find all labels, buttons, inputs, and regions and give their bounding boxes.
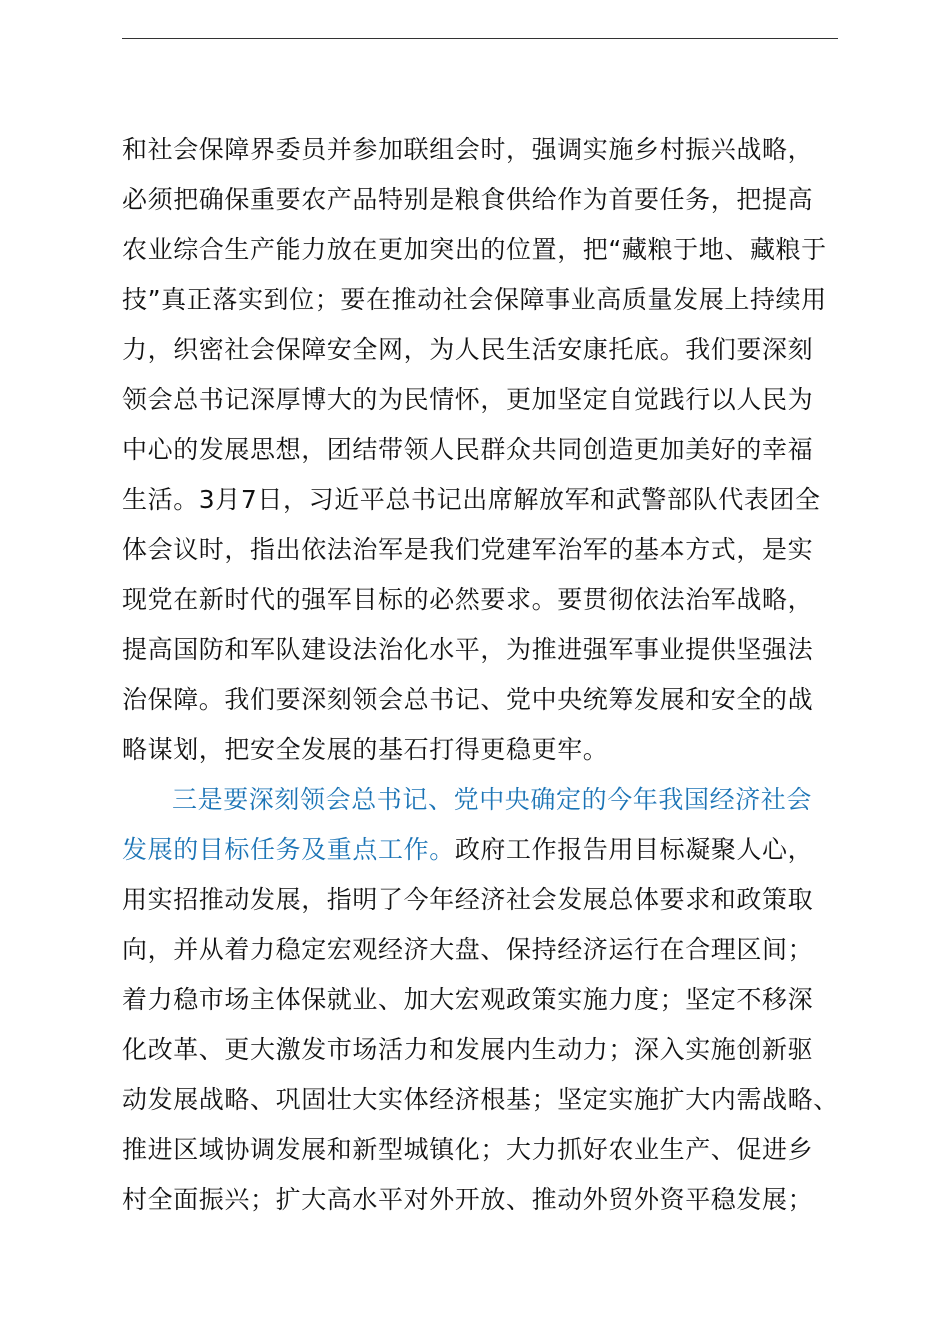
body-line: 着力稳市场主体保就业、加大宏观政策实施力度；坚定不移深 <box>122 985 814 1014</box>
body-line: 领会总书记深厚博大的为民情怀，更加坚定自觉践行以人民为 <box>122 385 814 414</box>
section-heading-continuation <box>122 835 813 865</box>
body-line: 推进区域协调发展和新型城镇化；大力抓好农业生产、促进乡 <box>122 1135 814 1164</box>
body-line: 农业综合生产能力放在更加突出的位置，把“藏粮于地、藏粮于 <box>122 235 827 264</box>
body-line: 现党在新时代的强军目标的必然要求。要贯彻依法治军战略， <box>122 585 814 614</box>
body-line: 提高国防和军队建设法治化水平，为推进强军事业提供坚强法 <box>122 635 814 664</box>
body-line: 必须把确保重要农产品特别是粮食供给作为首要任务，把提高 <box>122 185 814 214</box>
body-line: 技”真正落实到位；要在推动社会保障事业高质量发展上持续用 <box>122 285 827 314</box>
body-line: 力，织密社会保障安全网，为人民生活安康托底。我们要深刻 <box>122 335 814 364</box>
body-line: 生活。3月7日，习近平总书记出席解放军和武警部队代表团全 <box>122 485 821 514</box>
section-heading-line: 三是要深刻领会总书记、党中央确定的今年我国经济社会 <box>172 785 813 814</box>
header-rule <box>122 38 838 39</box>
body-line: 中心的发展思想，团结带领人民群众共同创造更加美好的幸福 <box>122 435 814 464</box>
body-line: 略谋划，把安全发展的基石打得更稳更牢。 <box>122 735 609 764</box>
body-line: 体会议时，指出依法治军是我们党建军治军的基本方式，是实 <box>122 535 814 564</box>
body-line: 动发展战略、巩固壮大实体经济根基；坚定实施扩大内需战略、 <box>122 1085 839 1114</box>
body-line: 化改革、更大激发市场活力和发展内生动力；深入实施创新驱 <box>122 1035 814 1064</box>
body-line: 和社会保障界委员并参加联组会时，强调实施乡村振兴战略， <box>122 135 814 164</box>
section-heading-rest: 政府工作报告用目标凝聚人心， <box>454 835 814 864</box>
body-line: 用实招推动发展，指明了今年经济社会发展总体要求和政策取 <box>122 885 814 914</box>
section-heading-accent: 发展的目标任务及重点工作。 <box>122 835 455 864</box>
body-line: 村全面振兴；扩大高水平对外开放、推动外贸外资平稳发展； <box>122 1185 814 1214</box>
body-line: 向，并从着力稳定宏观经济大盘、保持经济运行在合理区间； <box>122 935 814 964</box>
body-line: 治保障。我们要深刻领会总书记、党中央统筹发展和安全的战 <box>122 685 814 714</box>
